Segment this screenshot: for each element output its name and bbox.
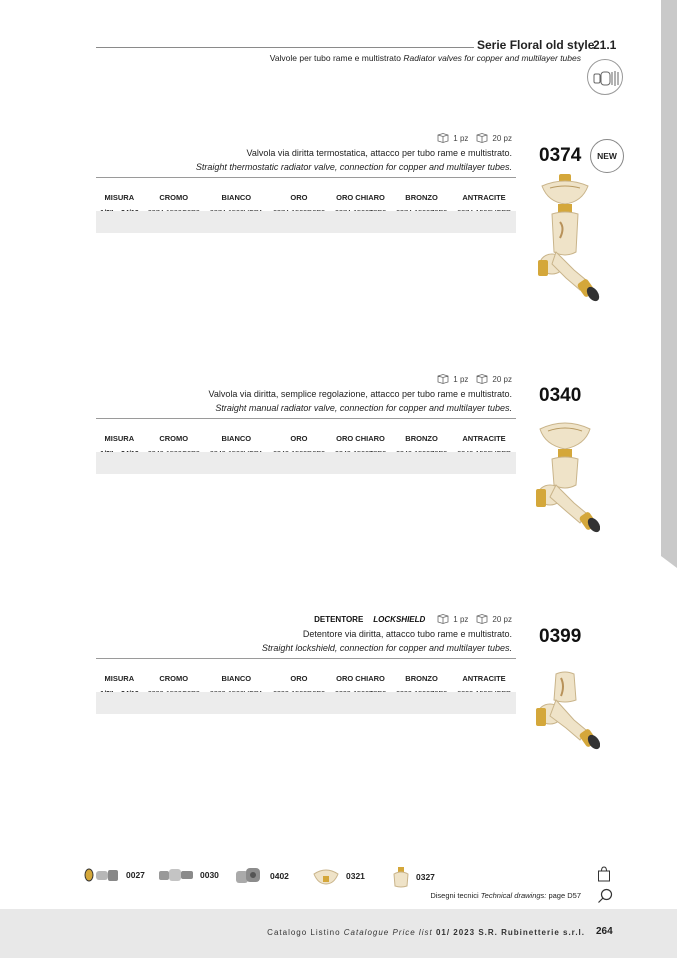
related-code: 0402: [270, 871, 289, 881]
description-it: Valvola via diritta, semplice regolazione, attacco per tubo rame e multistrato.: [208, 389, 512, 399]
related-item: [392, 866, 435, 888]
description-it: Detentore via diritta, attacco tubo rame e multistrato.: [302, 629, 512, 639]
col-misura: MISURA: [104, 673, 135, 683]
col-bronzo: BRONZO: [405, 433, 438, 443]
col-bronzo: BRONZO: [405, 192, 438, 202]
product-code-label: 0340: [539, 385, 582, 406]
col-antracite: ANTRACITE: [462, 673, 506, 683]
fitting-0027-icon: [84, 866, 120, 884]
description-it: Valvola via diritta termostatica, attacco per tubo rame e multistrato.: [246, 148, 512, 158]
fitting-0030-icon: [158, 866, 194, 884]
section-rule: [96, 177, 516, 178]
pack-single: 1 pz: [453, 133, 469, 143]
col-oro: ORO: [290, 433, 308, 443]
lockshield-valve-image: [530, 670, 600, 765]
box-icon: [476, 133, 488, 143]
table-shade-row: [96, 692, 516, 714]
single-piece-icon: [437, 133, 449, 143]
description-en: Straight manual radiator valve, connection for copper and multilayer tubes.: [215, 403, 512, 413]
col-cromo: CROMO: [159, 433, 189, 443]
product-description: [196, 146, 512, 174]
series-title: Serie Floral old style: [477, 38, 595, 52]
related-item: [158, 866, 219, 884]
product-code-label: 0399: [539, 626, 582, 647]
related-code: 0030: [200, 870, 219, 880]
packaging-info: [437, 133, 512, 143]
single-piece-icon: [437, 374, 449, 384]
col-bianco: BIANCO: [221, 673, 252, 683]
pack-single: 1 pz: [453, 614, 469, 624]
pack-single: 1 pz: [453, 374, 469, 384]
col-antracite: ANTRACITE: [462, 433, 506, 443]
pack-box: 20 pz: [492, 133, 512, 143]
col-oro-chiaro: ORO CHIARO: [336, 673, 385, 683]
manual-valve-image: [530, 415, 600, 540]
series-subtitle: [270, 53, 581, 63]
section-rule: [96, 658, 516, 659]
col-misura: MISURA: [104, 433, 135, 443]
description-en: Straight thermostatic radiator valve, connection for copper and multilayer tubes.: [195, 162, 512, 172]
box-icon: [476, 374, 488, 384]
page-number: 264: [596, 926, 613, 937]
product-code: [539, 385, 581, 407]
fitting-0402-icon: [234, 866, 264, 886]
product-code: [539, 626, 581, 648]
packaging-info: [314, 614, 512, 624]
thermostatic-valve-image: [530, 172, 600, 307]
new-badge: NEW: [590, 139, 624, 173]
table-shade-row: [96, 211, 516, 233]
footer-catalog-it: Catalogo Listino: [267, 928, 341, 937]
col-cromo: CROMO: [159, 192, 189, 202]
col-bianco: BIANCO: [221, 433, 252, 443]
col-antracite: ANTRACITE: [462, 192, 506, 202]
product-code: [539, 145, 581, 167]
related-item: [312, 866, 365, 886]
related-code: 0327: [416, 872, 435, 882]
pack-box: 20 pz: [492, 374, 512, 384]
subtitle-it: Valvole per tubo rame e multistrato: [269, 53, 401, 63]
section-rule: [96, 418, 516, 419]
col-misura: MISURA: [104, 192, 135, 202]
product-description: [209, 387, 512, 415]
footer-catalog-en: Catalogue Price list: [343, 928, 433, 937]
table-shade-row: [96, 452, 516, 474]
packaging-info: [437, 374, 512, 384]
section-number: 21.1: [593, 38, 617, 52]
related-item: [84, 866, 145, 884]
pack-box: 20 pz: [492, 614, 512, 624]
tech-label-en: Technical drawings:: [480, 891, 547, 900]
footer-catalog: [267, 928, 585, 937]
col-bronzo: BRONZO: [405, 673, 438, 683]
shopping-bag-icon[interactable]: [597, 866, 611, 882]
chapter-side-tab: [661, 0, 677, 556]
col-oro: ORO: [290, 673, 308, 683]
related-code: 0027: [126, 870, 145, 880]
copper-multilayer-tube-icon: [587, 59, 623, 95]
related-code: 0321: [346, 871, 365, 881]
cap-0327-icon: [392, 866, 410, 888]
search-icon[interactable]: [597, 888, 613, 904]
product-description: [262, 627, 512, 655]
col-cromo: CROMO: [159, 673, 189, 683]
col-oro-chiaro: ORO CHIARO: [336, 433, 385, 443]
product-code-label: 0374: [539, 145, 582, 166]
col-oro-chiaro: ORO CHIARO: [336, 192, 385, 202]
handwheel-0321-icon: [312, 866, 340, 886]
tech-label-it: Disegni tecnici: [430, 891, 479, 900]
col-bianco: BIANCO: [221, 192, 252, 202]
related-item: [234, 866, 289, 886]
col-oro: ORO: [290, 192, 308, 202]
footer-edition: 01/ 2023: [435, 928, 476, 937]
lockshield-tag: LOCKSHIELD: [373, 614, 426, 624]
box-icon: [476, 614, 488, 624]
single-piece-icon: [437, 614, 449, 624]
description-en: Straight lockshield, connection for copper and multilayer tubes.: [261, 643, 512, 653]
footer-company: S.R. Rubinetterie s.r.l.: [478, 928, 585, 937]
tech-page-ref[interactable]: page D57: [548, 891, 581, 900]
technical-drawings-ref: [430, 891, 581, 900]
header-rule: [96, 47, 474, 48]
detentore-tag: DETENTORE: [314, 614, 364, 624]
subtitle-en: Radiator valves for copper and multilayer tubes: [403, 53, 581, 63]
